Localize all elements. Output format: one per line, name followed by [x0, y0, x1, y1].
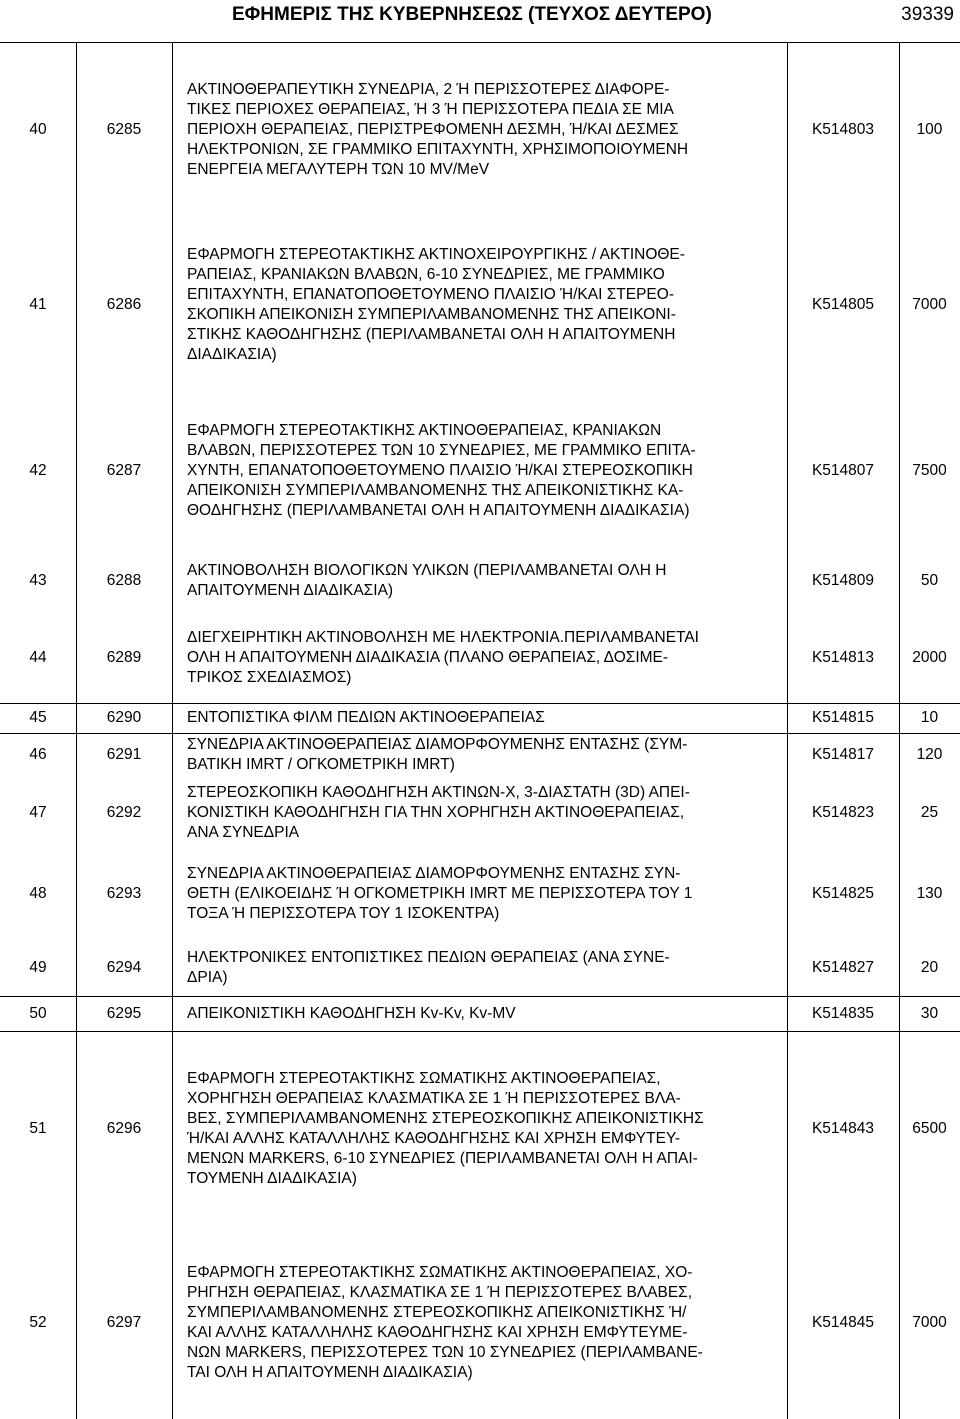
procedure-description: ΕΦΑΡΜΟΓΗ ΣΤΕΡΕΟΤΑΚΤΙΚΗΣ ΑΚΤΙΝΟΧΕΙΡΟΥΡΓΙΚΗΣ / ΑΚΤΙΝΟΘΕ- ΡΑΠΕΙΑΣ, ΚΡΑΝΙΑΚΩΝ ΒΛΑΒΩΝ, 6-10 ΣΥΝΕΔΡΙΕΣ, ΜΕ ΓΡΑΜΜΙΚΟ ΕΠΙΤΑΧΥΝΤΗ, ΕΠΑΝΑΤΟΠΟΘΕΤΟΥΜΕΝΟ ΠΛΑΙΣΙΟ Ή/ΚΑΙ ΣΤΕΡΕΟ- ΣΚΟΠΙΚΗ ΑΠΕΙΚΟΝΙΣΗ ΣΥΜΠΕΡΙΛΑΜΒΑΝΟΜΕΝΗΣ ΤΗΣ ΑΠΕΙΚΟΝΙ- ΣΤΙΚΗΣ ΚΑΘΟΔΗΓΗΣΗΣ (ΠΕΡΙΛΑΜΒΑΝΕΤΑΙ ΟΛΗ Η ΑΠΑΙΤΟΥΜΕΝΗ ΔΙΑΔΙΚΑΣΙΑ) — [187, 246, 685, 363]
row-number-cell — [0, 703, 76, 733]
procedure-description: ΑΚΤΙΝΟΘΕΡΑΠΕΥΤΙΚΗ ΣΥΝΕΔΡΙΑ, 2 Ή ΠΕΡΙΣΣΟΤΕΡΕΣ ΔΙΑΦΟΡΕ- ΤΙΚΕΣ ΠΕΡΙΟΧΕΣ ΘΕΡΑΠΕΙΑΣ, Ή 3 Ή ΠΕΡΙΣΣΟΤΕΡΑ ΠΕΔΙΑ ΣΕ ΜΙΑ ΠΕΡΙΟΧΗ ΘΕΡΑΠΕΙΑΣ, ΠΕΡΙΣΤΡΕΦΟΜΕΝΗ ΔΕΣΜΗ, Ή/ΚΑΙ ΔΕΣΜΕΣ ΗΛΕΚΤΡΟΝΙΩΝ, ΣΕ ΓΡΑΜΜΙΚΟ ΕΠΙΤΑΧΥΝΤΗ, ΧΡΗΣΙΜΟΠΟΙΟΥΜΕΝΗ ΕΝΕΡΓΕΙΑ ΜΕΓΑΛΥΤΕΡΗ ΤΩΝ 10 MV/MeV — [187, 81, 689, 178]
procedure-code: 6296 — [106, 1120, 142, 1137]
table-row — [0, 218, 960, 392]
k-code-cell — [787, 550, 899, 612]
row-number: 45 — [29, 709, 47, 726]
row-number: 52 — [29, 1314, 47, 1331]
row-number: 44 — [29, 648, 47, 666]
procedure-code-cell — [76, 733, 172, 776]
unit-value: 6500 — [912, 1120, 947, 1137]
procedure-code: 6286 — [106, 296, 142, 313]
k-code-cell — [787, 392, 899, 550]
procedure-code: 6290 — [106, 709, 142, 726]
row-number: 48 — [29, 885, 47, 902]
procedure-code-cell — [76, 392, 172, 550]
unit-value-cell — [899, 218, 960, 392]
k-code: Κ514825 — [811, 885, 875, 902]
procedure-description-cell — [187, 996, 787, 1031]
k-code: Κ514803 — [811, 121, 875, 138]
procedure-description: ΕΦΑΡΜΟΓΗ ΣΤΕΡΕΟΤΑΚΤΙΚΗΣ ΣΩΜΑΤΙΚΗΣ ΑΚΤΙΝΟΘΕΡΑΠΕΙΑΣ, ΧΟΡΗΓΗΣΗ ΘΕΡΑΠΕΙΑΣ ΚΛΑΣΜΑΤΙΚΑ ΣΕ 1 Ή ΠΕΡΙΣΣΟΤΕΡΕΣ ΒΛΑ- ΒΕΣ, ΣΥΜΠΕΡΙΛΑΜΒΑΝΟΜΕΝΗΣ ΣΤΕΡΕΟΣΚΟΠΙΚΗΣ ΑΠΕΙΚΟΝΙΣΤΙΚΗΣ Ή/ΚΑΙ ΑΛΛΗΣ ΚΑΤΑΛΛΗΛΗΣ ΚΑΘΟΔΗΓΗΣΗΣ ΚΑΙ ΧΡΗΣΗ ΕΜΦΥΤΕΥ- ΜΕΝΩΝ MARKERS, 6-10 ΣΥΝΕΔΡΙΕΣ (ΠΕΡΙΛΑΜΒΑΝΕΤΑΙ ΟΛΗ Η ΑΠΑΙ- ΤΟΥΜΕΝΗ ΔΙΑΔΙΚΑΣΙΑ) — [187, 1070, 704, 1187]
k-code-cell — [787, 849, 899, 939]
row-number: 42 — [29, 462, 47, 479]
procedure-code-cell — [76, 939, 172, 996]
row-number: 50 — [29, 1004, 47, 1022]
k-code: Κ514845 — [811, 1314, 875, 1331]
procedure-code: 6289 — [106, 648, 142, 666]
procedure-description-cell — [187, 550, 787, 612]
unit-value: 120 — [916, 745, 943, 763]
k-code: Κ514809 — [811, 572, 875, 589]
row-number: 51 — [29, 1120, 47, 1137]
procedure-description-cell — [187, 218, 787, 392]
unit-value: 25 — [920, 803, 939, 821]
row-number: 47 — [29, 803, 47, 821]
k-code-cell — [787, 218, 899, 392]
procedure-code: 6293 — [106, 885, 142, 902]
unit-value: 130 — [916, 885, 943, 902]
k-code-cell — [787, 1227, 899, 1419]
table-row — [0, 776, 960, 849]
k-code-cell — [787, 703, 899, 733]
k-code-cell — [787, 733, 899, 776]
unit-value: 7000 — [912, 296, 947, 313]
procedure-description-cell — [187, 939, 787, 996]
unit-value-cell — [899, 849, 960, 939]
unit-value-cell — [899, 1031, 960, 1227]
row-number-cell — [0, 996, 76, 1031]
row-number-cell — [0, 550, 76, 612]
k-code: Κ514807 — [811, 462, 875, 479]
unit-value-cell — [899, 733, 960, 776]
procedure-description: ΔΙΕΓΧΕΙΡΗΤΙΚΗ ΑΚΤΙΝΟΒΟΛΗΣΗ ΜΕ ΗΛΕΚΤΡΟΝΙΑ.ΠΕΡΙΛΑΜΒΑΝΕΤΑΙ ΟΛΗ Η ΑΠΑΙΤΟΥΜΕΝΗ ΔΙΑΔΙΚΑΣΙΑ (ΠΛΑΝΟ ΘΕΡΑΠΕΙΑΣ, ΔΟΣΙΜΕ- ΤΡΙΚΟΣ ΣΧΕΔΙΑΣΜΟΣ) — [187, 628, 699, 686]
table-row — [0, 1031, 960, 1227]
procedure-code-cell — [76, 612, 172, 703]
procedure-code: 6291 — [106, 745, 142, 763]
row-number-cell — [0, 392, 76, 550]
table-row — [0, 849, 960, 939]
table-row — [0, 392, 960, 550]
k-code: Κ514805 — [811, 296, 875, 313]
procedure-description-cell — [187, 1227, 787, 1419]
k-code-cell — [787, 42, 899, 218]
unit-value: 20 — [920, 958, 939, 976]
k-code-cell — [787, 939, 899, 996]
procedure-code: 6292 — [106, 803, 142, 821]
row-number-cell — [0, 939, 76, 996]
procedure-description-cell — [187, 703, 787, 733]
row-number: 43 — [29, 572, 47, 589]
unit-value: 7500 — [912, 462, 947, 479]
unit-value-cell — [899, 1227, 960, 1419]
procedure-code-cell — [76, 550, 172, 612]
page-header — [0, 0, 960, 34]
procedure-code-cell — [76, 218, 172, 392]
unit-value-cell — [899, 550, 960, 612]
procedure-description: ΕΦΑΡΜΟΓΗ ΣΤΕΡΕΟΤΑΚΤΙΚΗΣ ΣΩΜΑΤΙΚΗΣ ΑΚΤΙΝΟΘΕΡΑΠΕΙΑΣ, ΧΟ- ΡΗΓΗΣΗ ΘΕΡΑΠΕΙΑΣ, ΚΛΑΣΜΑΤΙΚΑ ΣΕ 1 Ή ΠΕΡΙΣΣΟΤΕΡΕΣ ΒΛΑΒΕΣ, ΣΥΜΠΕΡΙΛΑΜΒΑΝΟΜΕΝΗΣ ΣΤΕΡΕΟΣΚΟΠΙΚΗΣ ΑΠΕΙΚΟΝΙΣΤΙΚΗΣ Ή/ ΚΑΙ ΑΛΛΗΣ ΚΑΤΑΛΛΗΛΗΣ ΚΑΘΟΔΗΓΗΣΗΣ ΚΑΙ ΧΡΗΣΗ ΕΜΦΥΤΕΥΜΕ- ΝΩΝ MARKERS, ΠΕΡΙΣΣΟΤΕΡΕΣ ΤΩΝ 10 ΣΥΝΕΔΡΙΕΣ (ΠΕΡΙΛΑΜΒΑΝΕ- ΤΑΙ ΟΛΗ Η ΑΠΑΙΤΟΥΜΕΝΗ ΔΙΑΔΙΚΑΣΙΑ) — [187, 1264, 703, 1381]
k-code-cell — [787, 612, 899, 703]
procedure-description-cell — [187, 733, 787, 776]
table-row — [0, 733, 960, 776]
unit-value-cell — [899, 939, 960, 996]
k-code: Κ514843 — [811, 1120, 875, 1137]
procedure-code-cell — [76, 1031, 172, 1227]
unit-value: 2000 — [912, 648, 947, 666]
procedure-code: 6295 — [106, 1004, 142, 1022]
procedure-description: ΣΤΕΡΕΟΣΚΟΠΙΚΗ ΚΑΘΟΔΗΓΗΣΗ ΑΚΤΙΝΩΝ-Χ, 3-ΔΙΑΣΤΑΤΗ (3D) ΑΠΕΙ- ΚΟΝΙΣΤΙΚΗ ΚΑΘΟΔΗΓΗΣΗ ΓΙΑ ΤΗΝ ΧΟΡΗΓΗΣΗ ΑΚΤΙΝΟΘΕΡΑΠΕΙΑΣ, ΑΝΑ ΣΥΝΕΔΡΙΑ — [187, 783, 690, 841]
page-number: 39339 — [901, 4, 954, 25]
row-number-cell — [0, 612, 76, 703]
procedure-code-cell — [76, 849, 172, 939]
procedure-description: ΕΦΑΡΜΟΓΗ ΣΤΕΡΕΟΤΑΚΤΙΚΗΣ ΑΚΤΙΝΟΘΕΡΑΠΕΙΑΣ, ΚΡΑΝΙΑΚΩΝ ΒΛΑΒΩΝ, ΠΕΡΙΣΣΟΤΕΡΕΣ ΤΩΝ 10 ΣΥΝΕΔΡΙΕΣ, ΜΕ ΓΡΑΜΜΙΚΟ ΕΠΙΤΑ- ΧΥΝΤΗ, ΕΠΑΝΑΤΟΠΟΘΕΤΟΥΜΕΝΟ ΠΛΑΙΣΙΟ Ή/ΚΑΙ ΣΤΕΡΕΟΣΚΟΠΙΚΗ ΑΠΕΙΚΟΝΙΣΗ ΣΥΜΠΕΡΙΛΑΜΒΑΝΟΜΕΝΗΣ ΤΗΣ ΑΠΕΙΚΟΝΙΣΤΙΚΗΣ ΚΑ- ΘΟΔΗΓΗΣΗΣ (ΠΕΡΙΛΑΜΒΑΝΕΤΑΙ ΟΛΗ Η ΑΠΑΙΤΟΥΜΕΝΗ ΔΙΑΔΙΚΑΣΙΑ) — [187, 422, 696, 519]
procedure-code: 6294 — [106, 958, 142, 976]
row-number: 40 — [29, 121, 47, 138]
unit-value-cell — [899, 996, 960, 1031]
k-code: Κ514815 — [811, 709, 875, 726]
k-code: Κ514827 — [811, 958, 875, 976]
procedure-description-cell — [187, 849, 787, 939]
table-row — [0, 550, 960, 612]
procedure-description: ΑΚΤΙΝΟΒΟΛΗΣΗ ΒΙΟΛΟΓΙΚΩΝ ΥΛΙΚΩΝ (ΠΕΡΙΛΑΜΒΑΝΕΤΑΙ ΟΛΗ Η ΑΠΑΙΤΟΥΜΕΝΗ ΔΙΑΔΙΚΑΣΙΑ) — [187, 562, 667, 599]
unit-value: 100 — [916, 121, 943, 138]
procedure-description-cell — [187, 1031, 787, 1227]
table-row — [0, 1227, 960, 1419]
procedure-description-cell — [187, 42, 787, 218]
row-number: 49 — [29, 958, 47, 976]
procedure-code: 6297 — [106, 1314, 142, 1331]
procedure-description-cell — [187, 776, 787, 849]
unit-value: 7000 — [912, 1314, 947, 1331]
row-number-cell — [0, 776, 76, 849]
row-number: 41 — [29, 296, 47, 313]
unit-value-cell — [899, 392, 960, 550]
row-number-cell — [0, 849, 76, 939]
procedure-code-cell — [76, 703, 172, 733]
unit-value-cell — [899, 612, 960, 703]
table-row — [0, 612, 960, 703]
procedure-code-cell — [76, 996, 172, 1031]
row-number-cell — [0, 1227, 76, 1419]
procedure-code: 6288 — [106, 572, 142, 589]
procedure-code-cell — [76, 42, 172, 218]
procedure-description: ΗΛΕΚΤΡΟΝΙΚΕΣ ΕΝΤΟΠΙΣΤΙΚΕΣ ΠΕΔΙΩΝ ΘΕΡΑΠΕΙΑΣ (ΑΝΑ ΣΥΝΕ- ΔΡΙΑ) — [187, 948, 670, 986]
row-number-cell — [0, 218, 76, 392]
gazette-title: ΕΦΗΜΕΡΙΣ ΤΗΣ ΚΥΒΕΡΝΗΣΕΩΣ (ΤΕΥΧΟΣ ΔΕΥΤΕΡΟ) — [232, 4, 712, 25]
k-code-cell — [787, 996, 899, 1031]
table-row — [0, 42, 960, 218]
unit-value-cell — [899, 703, 960, 733]
k-code: Κ514823 — [811, 803, 875, 821]
unit-value-cell — [899, 776, 960, 849]
procedure-description: ΣΥΝΕΔΡΙΑ ΑΚΤΙΝΟΘΕΡΑΠΕΙΑΣ ΔΙΑΜΟΡΦΟΥΜΕΝΗΣ ΕΝΤΑΣΗΣ ΣΥΝ- ΘΕΤΗ (ΕΛΙΚΟΕΙΔΗΣ Ή ΟΓΚΟΜΕΤΡΙΚΗ IMRT ΜΕ ΠΕΡΙΣΣΟΤΕΡΑ ΤΟΥ 1 ΤΟΞΑ Ή ΠΕΡΙΣΣΟΤΕΡΑ ΤΟΥ 1 ΙΣΟΚΕΝΤΡΑ) — [187, 865, 693, 922]
procedure-code: 6287 — [106, 462, 142, 479]
k-code: Κ514817 — [811, 745, 875, 763]
row-number-cell — [0, 1031, 76, 1227]
unit-value: 50 — [920, 572, 939, 589]
unit-value-cell — [899, 42, 960, 218]
row-number-cell — [0, 42, 76, 218]
unit-value: 30 — [920, 1004, 939, 1022]
k-code-cell — [787, 1031, 899, 1227]
table-row — [0, 703, 960, 733]
row-number: 46 — [29, 745, 47, 763]
procedure-description: ΑΠΕΙΚΟΝΙΣΤΙΚΗ ΚΑΘΟΔΗΓΗΣΗ Kv-Kv, Kv-MV — [187, 1004, 516, 1022]
procedure-description: ΣΥΝΕΔΡΙΑ ΑΚΤΙΝΟΘΕΡΑΠΕΙΑΣ ΔΙΑΜΟΡΦΟΥΜΕΝΗΣ ΕΝΤΑΣΗΣ (ΣΥΜ- ΒΑΤΙΚΗ IMRT / ΟΓΚΟΜΕΤΡΙΚΗ IMRT) — [187, 735, 688, 773]
procedure-description-cell — [187, 392, 787, 550]
procedure-code: 6285 — [106, 121, 142, 138]
k-code: Κ514813 — [811, 648, 875, 666]
table-row — [0, 996, 960, 1031]
table-row — [0, 939, 960, 996]
k-code: Κ514835 — [811, 1004, 875, 1022]
unit-value: 10 — [920, 709, 939, 726]
procedure-description: ΕΝΤΟΠΙΣΤΙΚΑ ΦΙΛΜ ΠΕΔΙΩΝ ΑΚΤΙΝΟΘΕΡΑΠΕΙΑΣ — [187, 709, 545, 726]
k-code-cell — [787, 776, 899, 849]
procedure-description-cell — [187, 612, 787, 703]
procedure-code-cell — [76, 776, 172, 849]
procedure-code-cell — [76, 1227, 172, 1419]
row-number-cell — [0, 733, 76, 776]
